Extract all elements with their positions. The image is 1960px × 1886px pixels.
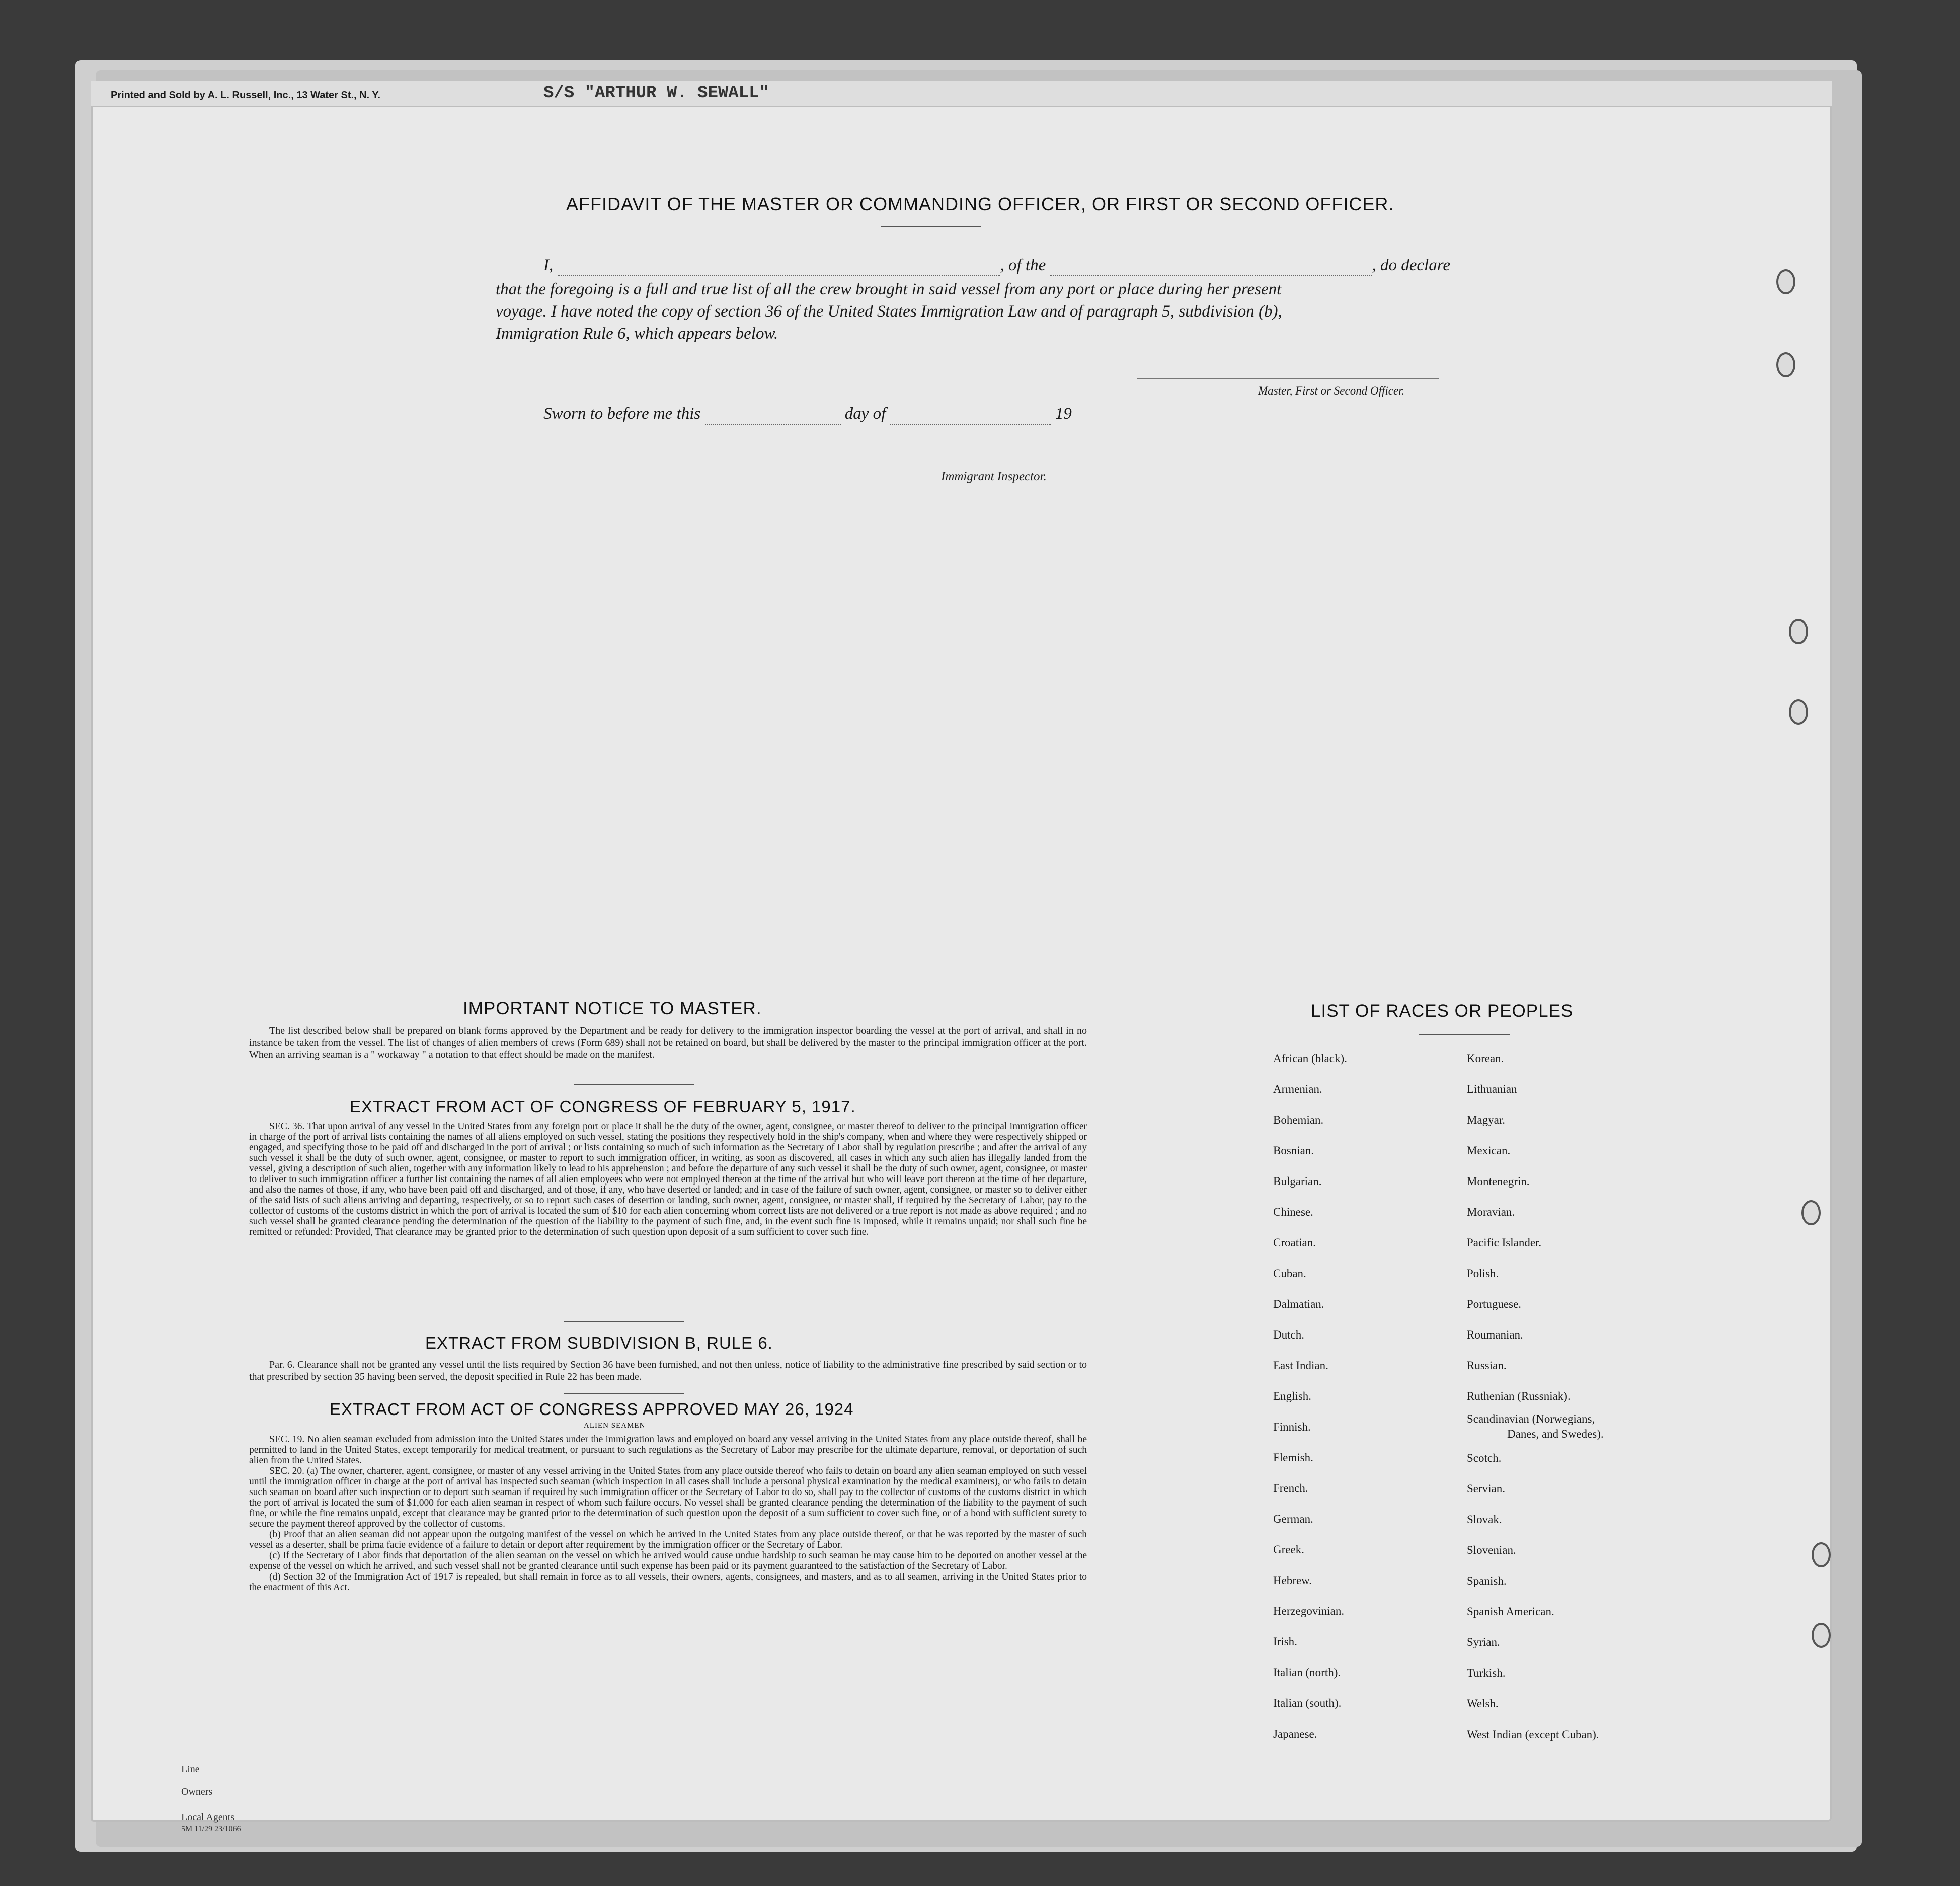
races-title-rule [1419,1034,1510,1035]
race-item: Hebrew. [1273,1574,1312,1587]
alien-seamen-subtitle: ALIEN SEAMEN [584,1422,646,1430]
sec-20d-paragraph: (d) Section 32 of the Immigration Act of 1917 is repealed, but shall remain in force as to all vessels, their owners, agents, consignees, and masters, and as to all seamen, arriving in the United States prior to the enactment of this Act. [249,1571,1087,1593]
races-right-column [1467,1043,1604,1750]
sec-19-paragraph: SEC. 19. No alien seaman excluded from admission into the United States under the immigration laws and employed on board any vessel arriving in the United States from any place outside thereof, shall be permitted to land in the United States, except temporarily for medical treatment, or pursuant to such regulations as the Secretary of Labor may prescribe for the ultimate departure, removal, or deportation of such alien from the United States. [249,1434,1087,1466]
extract-1917-title: EXTRACT FROM ACT OF CONGRESS OF FEBRUARY 5, 1917. [350,1097,856,1116]
name-field[interactable] [558,261,1000,276]
form-code: 5M 11/29 23/1066 [181,1825,241,1833]
document-sheet [91,81,1832,1833]
binder-hole-4 [1789,699,1808,725]
race-item: Pacific Islander. [1467,1236,1542,1249]
affidavit-of-the: , of the [1000,256,1046,274]
race-item: Dutch. [1273,1328,1304,1341]
affidavit-line-2: voyage. I have noted the copy of section 36 of the United States Immigration Law and of paragraph 5, subdivision (b), [496,302,1282,321]
sec-20c-paragraph: (c) If the Secretary of Labor finds that deportation of the alien seaman on the vessel on which he arrived would cause undue hardship to such seaman he may cause him to be deported on another vessel at the expense of the vessel on which he arrived, and such vessel shall not be granted clearance until such expense has been paid or its payment guaranteed to the satisfaction of the Secretary of Labor. [249,1550,1087,1571]
race-item: Portuguese. [1467,1298,1521,1310]
race-item: Croatian. [1273,1236,1316,1249]
race-item: Roumanian. [1467,1328,1523,1341]
vessel-field[interactable] [1050,261,1372,276]
race-item: Spanish. [1467,1575,1507,1587]
par-6-paragraph: Par. 6. Clearance shall not be granted any vessel until the lists required by Section 36 have been furnished, and not then unless, notice of liability to the administrative fine prescribed by said section or to that prescribed by section 35 having been served, the deposit specified in Rule 22 has been made. [249,1359,1087,1382]
race-item: Slovenian. [1467,1544,1516,1556]
race-item: Cuban. [1273,1267,1306,1280]
footer-line-label: Line [181,1764,200,1775]
race-item: Mexican. [1467,1144,1511,1157]
races-title: LIST OF RACES OR PEOPLES [1311,1001,1574,1021]
inspector-label: Immigrant Inspector. [941,469,1047,483]
subdivision-b-title: EXTRACT FROM SUBDIVISION B, RULE 6. [425,1333,773,1352]
affidavit-do-declare: , do declare [1372,256,1450,274]
race-item: Scandinavian (Norwegians, [1467,1412,1595,1425]
race-item: French. [1273,1482,1308,1495]
race-item: Russian. [1467,1359,1507,1372]
sworn-text: Sworn to before me this [543,405,701,423]
binder-hole-7 [1812,1623,1831,1648]
race-item: West Indian (except Cuban). [1467,1728,1599,1741]
race-item: Flemish. [1273,1451,1313,1464]
affidavit-line-0 [543,254,1580,276]
sec-36-paragraph: SEC. 36. That upon arrival of any vessel in the United States from any foreign port or place it shall be the duty of the owner, agent, consignee, or master thereof to deliver to the principal immigration officer in charge of the port of arrival lists containing the names of all aliens employed on such vessel, stating the positions they respectively hold in the ship's company, when and where they were respectively shipped or engaged, and specifying those to be paid off and discharged in the port of arrival ; or lists containing so much of such information as the Secretary of Labor shall by regulation prescribe ; and after the arrival of any such vessel it shall be the duty of such owner, agent, consignee, or master to report to such immigration officer, in writing, as soon as discovered, all cases in which any such alien has illegally landed from the vessel, giving a description of such alien, together with any information likely to lead to his apprehension ; and before the departure of any such vessel it shall be the duty of such owner, agent, consignee, or master to deliver to such immigration officer a further list containing the names of all alien employees who were not employed thereon at the time of the arrival but who will leave port thereon at the time of her departure, and also the names of those, if any, who have been paid off and discharged, and of those, if any, who have deserted or landed; and in case of the failure of such owner, agent, consignee, or master so to deliver either of the said lists of such aliens arriving and departing, respectively, or so to report such cases of desertion or landing, such owner, agent, consignee, or master shall, if required by the Secretary of Labor, pay to the collector of customs of the customs district in which the port of arrival is located the sum of $10 for each alien concerning whom correct lists are not delivered or a true report is not made as above required ; and no such vessel shall be granted clearance pending the determination of the question of the liability to the payment of such fine, and, in the event such fine is imposed, while it remains unpaid; nor shall such fine be remitted or refunded: Provided, That clearance may be granted prior to the determination of such question upon deposit of a sum sufficient to cover such fine. [249,1121,1087,1237]
race-item: Irish. [1273,1635,1297,1648]
affidavit-title-rule [881,226,981,227]
race-item: Lithuanian [1467,1083,1517,1095]
race-item: Servian. [1467,1482,1506,1495]
month-field[interactable] [890,410,1051,425]
binder-hole-3 [1789,619,1808,644]
binder-hole-6 [1812,1542,1831,1567]
year-text: 19 [1055,405,1072,423]
race-item: Ruthenian (Russniak). [1467,1390,1571,1402]
race-item: Turkish. [1467,1667,1506,1679]
race-item: Polish. [1467,1267,1499,1280]
race-item: Armenian. [1273,1083,1322,1095]
race-item: Moravian. [1467,1206,1515,1218]
extract-1924-title: EXTRACT FROM ACT OF CONGRESS APPROVED MAY 26, 1924 [330,1400,854,1419]
affidavit-line-1: that the foregoing is a full and true list of all the crew brought in said vessel from any port or place during her present [496,280,1282,298]
race-item: Spanish American. [1467,1605,1554,1618]
affidavit-title: AFFIDAVIT OF THE MASTER OR COMMANDING OFFICER, OR FIRST OR SECOND OFFICER. [566,194,1394,214]
sworn-line [543,403,1072,425]
race-item: English. [1273,1390,1312,1402]
race-item: Welsh. [1467,1697,1499,1710]
races-left-column [1273,1043,1347,1749]
race-item: Italian (south). [1273,1697,1342,1709]
extract-1924-text [249,1434,1087,1593]
race-item: Slovak. [1467,1513,1502,1526]
signature-line[interactable] [1137,378,1439,379]
notice-paragraph: The list described below shall be prepared on blank forms approved by the Department and be ready for delivery to the immigration inspector boarding the vessel at the port of arrival, and shall in no instance be taken from the vessel. The list of changes of alien members of crews (Form 689) shall not be retained on board, but shall be delivered by the master to the principal immigration officer at the port. When an arriving seaman is a " workaway " a notation to that effect should be made on the manifest. [249,1025,1087,1060]
race-item: Herzegovinian. [1273,1605,1345,1617]
race-item: Bulgarian. [1273,1175,1322,1188]
binder-hole-1 [1776,269,1795,294]
race-item: Bosnian. [1273,1144,1314,1157]
extract-1917-text [249,1121,1087,1237]
race-item: Japanese. [1273,1727,1317,1740]
race-item: German. [1273,1513,1313,1525]
binder-hole-2 [1776,352,1795,377]
race-item: Italian (north). [1273,1666,1341,1679]
sec-20b-paragraph: (b) Proof that an alien seaman did not appear upon the outgoing manifest of the vessel on which he arrived in the United States from any place outside thereof, or that he was reported by the master of such vessel as a deserter, shall be prima facie evidence of a failure to detain or deport after requirement by the immigration officer or the Secretary of Labor. [249,1529,1087,1550]
notice-text [249,1025,1087,1061]
race-item: Magyar. [1467,1114,1506,1126]
top-strip [91,81,1832,107]
subdivision-b-rule [564,1393,684,1394]
race-item: Scotch. [1467,1452,1502,1464]
race-item: Chinese. [1273,1206,1313,1218]
notice-title: IMPORTANT NOTICE TO MASTER. [463,999,762,1018]
ship-name-stamp: S/S "ARTHUR W. SEWALL" [543,84,769,103]
race-item: Greek. [1273,1543,1304,1556]
footer-agents-label: Local Agents [181,1812,235,1823]
race-item: Syrian. [1467,1636,1500,1648]
day-field[interactable] [705,410,841,425]
signature-label: Master, First or Second Officer. [1258,384,1405,397]
race-item: Dalmatian. [1273,1298,1324,1310]
extract-1917-rule [564,1321,684,1322]
race-item: African (black). [1273,1052,1347,1065]
footer-owners-label: Owners [181,1786,213,1797]
day-of-text: day of [844,405,886,423]
race-item: Danes, and Swedes). [1507,1428,1604,1440]
race-item: East Indian. [1273,1359,1328,1372]
notice-rule [574,1084,694,1085]
binder-hole-5 [1801,1200,1821,1225]
subdivision-b-text [249,1359,1087,1383]
race-item: Montenegrin. [1467,1175,1530,1188]
sec-20a-paragraph: SEC. 20. (a) The owner, charterer, agent, consignee, or master of any vessel arriving in the United States from any place outside thereof who fails to detain on board any alien seaman employed on such vessel until the immigration officer in charge at the port of arrival has inspected such seaman (which inspection in all cases shall include a personal physical examination by the medical examiners), or who fails to detain such seaman on board after such inspection or to deport such seaman if required by such immigration officer or the Secretary of Labor to do so, shall pay to the collector of customs of the customs district in which the port of arrival is located the sum of $1,000 for each alien seaman in respect of whom such failure occurs. No vessel shall be granted clearance pending the determination of the liability to the payment of such fine, or while the fine remains unpaid, except that clearance may be granted prior to the determination of such question upon the deposit of a sum sufficient to cover such fine, or of a bond with sufficient surety to secure the payment thereof approved by the collector of customs. [249,1466,1087,1529]
affidavit-body [496,278,1570,345]
printer-imprint: Printed and Sold by A. L. Russell, Inc., 13 Water St., N. Y. [111,90,381,101]
race-item: Korean. [1467,1052,1504,1065]
race-item: Finnish. [1273,1421,1311,1433]
race-item: Bohemian. [1273,1114,1324,1126]
affidavit-i: I, [543,256,554,274]
affidavit-line-3: Immigration Rule 6, which appears below. [496,325,778,343]
